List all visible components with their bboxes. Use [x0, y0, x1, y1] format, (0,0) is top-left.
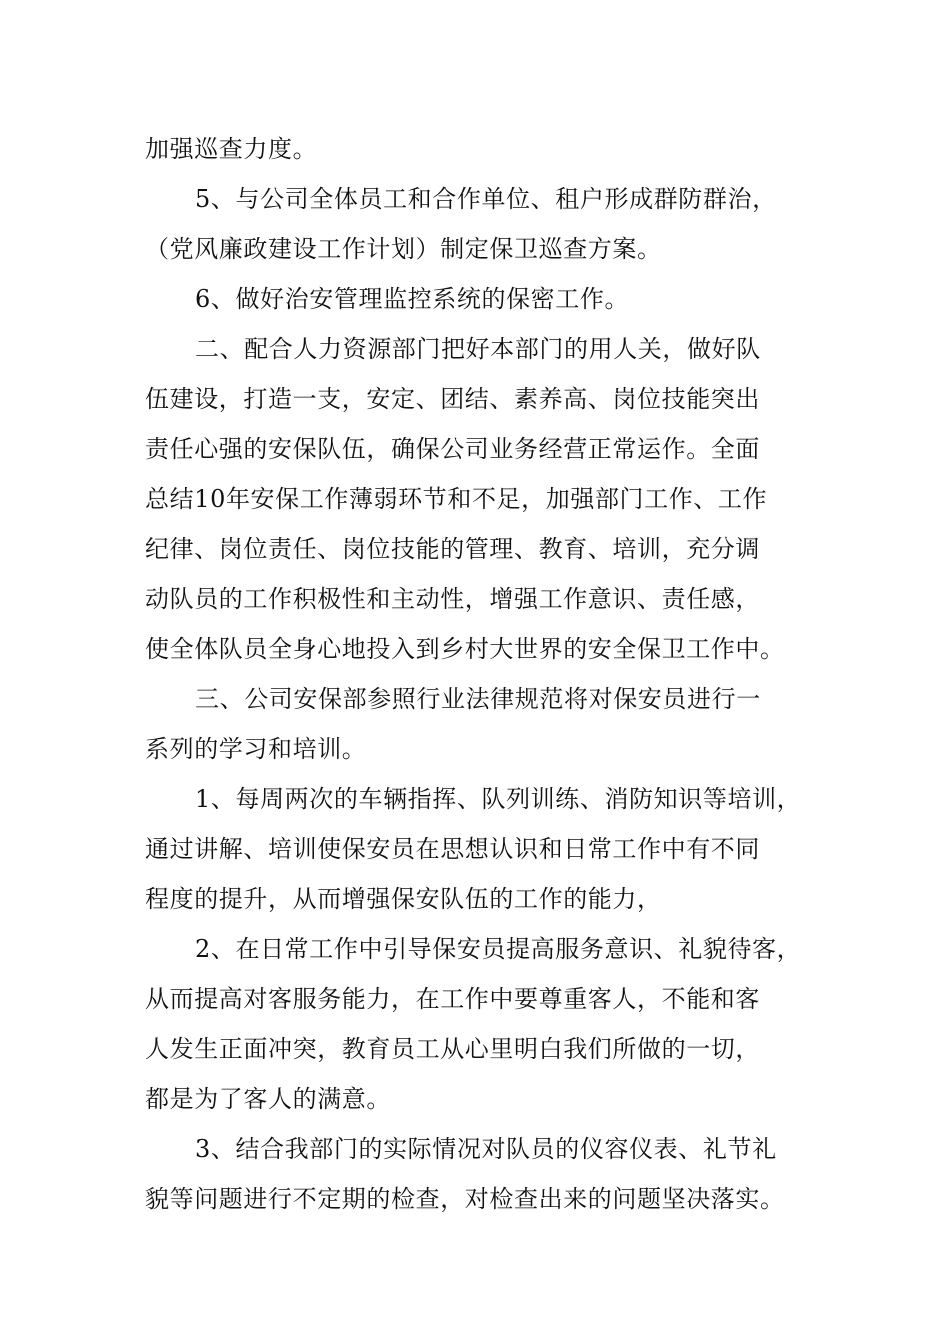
text-line: 加强巡查力度。 [145, 135, 318, 163]
text-line: 责任心强的安保队伍，确保公司业务经营正常运作。全面 [145, 435, 760, 463]
text-line: 5、与公司全体员工和合作单位、租户形成群防群治， [195, 185, 777, 213]
text-line: 人发生正面冲突，教育员工从心里明白我们所做的一切， [145, 1035, 760, 1063]
text-line: 程度的提升，从而增强保安队伍的工作的能力， [145, 885, 662, 913]
text-line: 都是为了客人的满意。 [145, 1085, 391, 1113]
text-line: 1、每周两次的车辆指挥、队列训练、消防知识等培训， [195, 785, 802, 813]
text-line: 通过讲解、培训使保安员在思想认识和日常工作中有不同 [145, 835, 760, 863]
text-line: 伍建设，打造一支，安定、团结、素养高、岗位技能突出 [145, 385, 760, 413]
text-line: 系列的学习和培训。 [145, 735, 367, 763]
text-line: 二、配合人力资源部门把好本部门的用人关，做好队 [195, 335, 761, 363]
text-line: 2、在日常工作中引导保安员提高服务意识、礼貌待客， [195, 935, 802, 963]
text-line: 动队员的工作积极性和主动性，增强工作意识、责任感， [145, 585, 760, 613]
text-line: 三、公司安保部参照行业法律规范将对保安员进行一 [195, 685, 761, 713]
text-line: 3、结合我部门的实际情况对队员的仪容仪表、礼节礼 [195, 1135, 777, 1163]
text-line: （党风廉政建设工作计划）制定保卫巡查方案。 [145, 235, 662, 263]
text-line: 6、做好治安管理监控系统的保密工作。 [195, 285, 630, 313]
text-line: 使全体队员全身心地投入到乡村大世界的安全保卫工作中。 [145, 635, 785, 663]
text-line: 总结10年安保工作薄弱环节和不足，加强部门工作、工作 [145, 485, 768, 513]
text-line: 貌等问题进行不定期的检查，对检查出来的问题坚决落实。 [145, 1185, 785, 1213]
text-line: 从而提高对客服务能力，在工作中要尊重客人，不能和客 [145, 985, 760, 1013]
text-line: 纪律、岗位责任、岗位技能的管理、教育、培训，充分调 [145, 535, 760, 563]
